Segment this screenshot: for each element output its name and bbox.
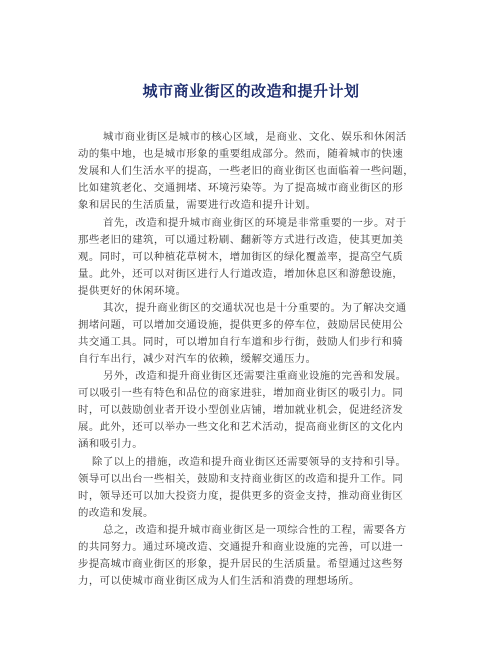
paragraph-line: 的改造和发展。 xyxy=(78,507,154,519)
paragraph-line: 的共同努力。通过环境改造、交通提升和商业设施的完善，可以进一 xyxy=(78,541,404,553)
paragraph-line: 力，可以使城市商业街区成为人们生活和消费的理想场所。 xyxy=(78,575,360,587)
paragraph-line: 那些老旧的建筑，可以通过粉刷、翻新等方式进行改造，使其更加美 xyxy=(78,234,404,246)
paragraph-line: 发展和人们生活水平的提高，一些老旧的商业街区也面临着一些问题， xyxy=(78,165,415,177)
paragraph-line: 拥堵问题，可以增加交通设施，提供更多的停车位，鼓励居民使用公 xyxy=(78,319,404,331)
paragraph-line: 象和居民的生活质量，需要进行改造和提升计划。 xyxy=(78,199,317,211)
paragraph-line: 观。同时，可以种植花草树木，增加街区的绿化覆盖率，提高空气质 xyxy=(78,251,404,263)
paragraph-line: 城市商业街区是城市的核心区域，是商业、文化、娱乐和休闲活 xyxy=(103,131,407,143)
paragraph-line: 除了以上的措施，改造和提升商业街区还需要领导的支持和引导。 xyxy=(92,456,407,468)
paragraph-line: 量。此外，还可以对街区进行人行道改造，增加休息区和游憩设施， xyxy=(78,268,404,280)
paragraph-line: 时，领导还可以加大投资力度，提供更多的资金支持，推动商业街区 xyxy=(78,490,404,502)
paragraph-line: 展。此外，还可以举办一些文化和艺术活动，提高商业街区的文化内 xyxy=(78,421,404,433)
paragraph-line: 可以吸引一些有特色和品位的商家进驻，增加商业街区的吸引力。同 xyxy=(78,387,404,399)
paragraph-line: 自行车出行，减少对汽车的依赖，缓解交通压力。 xyxy=(78,353,317,365)
paragraph-line: 首先，改造和提升城市商业街区的环境是非常重要的一步。对于 xyxy=(103,217,407,229)
paragraph-line: 时，可以鼓励创业者开设小型创业店铺，增加就业机会，促进经济发 xyxy=(78,404,404,416)
paragraph-line: 共交通工具。同时，可以增加自行车道和步行街，鼓励人们步行和骑 xyxy=(78,336,404,348)
paragraph-line: 比如建筑老化、交通拥堵、环境污染等。为了提高城市商业街区的形 xyxy=(78,182,404,194)
document-title: 城市商业街区的改造和提升计划 xyxy=(142,82,360,100)
paragraph-line: 动的集中地，也是城市形象的重要组成部分。然而，随着城市的快速 xyxy=(78,148,404,160)
paragraph-line: 领导可以出台一些相关，鼓励和支持商业街区的改造和提升工作。同 xyxy=(78,473,404,485)
paragraph-line: 提供更好的休闲环境。 xyxy=(78,285,187,297)
paragraph-line: 另外，改造和提升商业街区还需要注重商业设施的完善和发展。 xyxy=(103,370,407,382)
paragraph-line: 总之，改造和提升城市商业街区是一项综合性的工程，需要各方 xyxy=(103,524,407,536)
paragraph-line: 其次，提升商业街区的交通状况也是十分重要的。为了解决交通 xyxy=(103,302,407,314)
paragraph-line: 步提高城市商业街区的形象，提升居民的生活质量。希望通过这些努 xyxy=(78,558,404,570)
paragraph-line: 涵和吸引力。 xyxy=(78,438,144,450)
